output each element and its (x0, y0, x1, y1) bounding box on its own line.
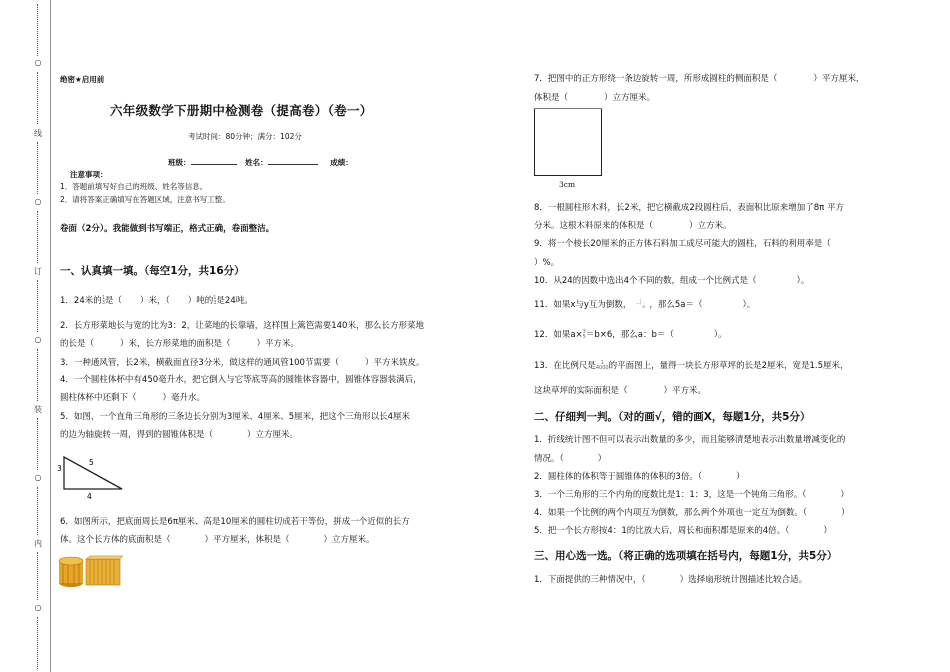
binding-circle: ○ (34, 335, 42, 344)
margin-rule (50, 0, 51, 672)
binding-circle: ○ (34, 197, 42, 206)
right-triangle-figure (55, 453, 130, 501)
secret-mark: 绝密★启用前 (60, 75, 105, 84)
binding-dotted-line (37, 72, 39, 124)
judge-3[interactable]: 3．一个三角形的三个内角的度数比是1：1：3，这是一个钝角三角形。（ ） (534, 490, 849, 500)
fraction: 1 3 (213, 294, 217, 306)
binding-circle: ○ (34, 603, 42, 612)
question-3: 3．一种通风管，长2米，横截面直径3分米，做这样的通风管100节需要（ ）平方米铁皮。 (60, 358, 425, 368)
question-6-line2: 体。这个长方体的底面积是（ ）平方厘米，体积是（ ）立方厘米。 (60, 535, 375, 545)
notes-title: 注意事项： (70, 170, 108, 179)
cuboid-top (86, 556, 123, 559)
exam-info: 考试时间：80分钟；满分：102分 (188, 132, 302, 141)
question-6-line1: 6．如图所示，把底面周长是6π厘米、高是10厘米的圆柱切成若干等份，拼成一个近似的长方 (60, 517, 410, 527)
binding-char-nei: 内 (34, 539, 42, 548)
question-5-line1: 5．如图，一个直角三角形的三条边长分别为3厘米、4厘米、5厘米，把这个三角形以长4厘米 (60, 412, 411, 422)
binding-margin (33, 0, 43, 672)
question-8-line2: 分米。这根木料原来的体积是（ ）立方米。 (534, 221, 732, 231)
info-line (168, 156, 353, 168)
section3-title: 三、用心选一选。（将正确的选项填在括号内，每题1分，共5分） (534, 550, 838, 562)
judge-1-line2[interactable]: 情况。（ ） (534, 454, 607, 464)
fraction: 3 5 (582, 328, 586, 340)
name-label: 姓名： (245, 158, 268, 167)
judge-1-line1: 1．折线统计图不但可以表示出数量的多少，而且能够清楚地表示出数量增减变化的 (534, 435, 846, 445)
question-7-line1: 7．把图中的正方形绕一条边旋转一周，所形成圆柱的侧面积是（ ）平方厘米， (534, 74, 865, 84)
name-field[interactable] (268, 156, 318, 165)
section2-title: 二、仔细判一判。（对的画√，错的画X，每题1分，共5分） (534, 411, 811, 423)
binding-dotted-line (37, 4, 39, 56)
binding-dotted-line (37, 487, 39, 535)
cylinder-cut-figure (57, 553, 123, 589)
fraction-expression: | ⌒ a (635, 298, 646, 310)
question-10: 10．从24的因数中选出4个不同的数，组成一个比例式是（ ）。 (534, 276, 810, 286)
binding-dotted-line (37, 211, 39, 263)
section1-title: 一、认真填一填。（每空1分，共16分） (60, 265, 245, 277)
neatness-line: 卷面（2分）。我能做到书写端正，格式正确，卷面整洁。 (60, 224, 275, 234)
question-12: 12．如果a×3 5＝b×6，那么a：b＝（ ）。 (534, 328, 727, 340)
binding-char-ding: 订 (34, 267, 42, 276)
binding-dotted-line (37, 552, 39, 600)
question-2-line2: 的长是（ ）米，长方形菜地的面积是（ ）平方米。 (60, 339, 300, 349)
note-item: 2．请将答案正确填写在答题区域，注意书写工整。 (60, 195, 230, 204)
note-item: 1．答题前填写好自己的班级、姓名等信息。 (60, 182, 208, 191)
question-4-line1: 4．一个圆柱体杯中有450毫升水，把它倒入与它等底等高的圆锥体容器中，圆锥体容器装满后， (60, 375, 422, 385)
question-9-line2: ）%。 (534, 258, 560, 268)
triangle-side-b: 5 (89, 458, 94, 467)
question-9-line1: 9．将一个棱长20厘米的正方体石料加工成尽可能大的圆柱，石料的利用率是（ (534, 239, 831, 249)
fraction: 1 3 (101, 294, 105, 306)
binding-dotted-line (37, 617, 39, 669)
question-11: 11．如果x与y互为倒数， | ⌒ a ，那么5a＝（ ）。 (534, 298, 756, 310)
binding-circle: ○ (34, 473, 42, 482)
question-13-line2: 这块草坪的实际面积是（ ）平方米。 (534, 386, 707, 396)
question-5-line2: 的边为轴旋转一周，得到的圆锥体积是（ ）立方厘米。 (60, 430, 299, 440)
judge-2[interactable]: 2．圆柱体的体积等于圆锥体的体积的3倍。（ ） (534, 472, 745, 482)
class-field[interactable] (191, 156, 237, 165)
triangle-side-c: 4 (87, 492, 92, 501)
class-label: 班级： (168, 158, 191, 167)
binding-char-xian: 线 (34, 129, 42, 138)
cylinder-top (59, 557, 83, 565)
binding-dotted-line (37, 349, 39, 401)
choice-1[interactable]: 1．下面提供的三种情况中，（ ）选择扇形统计图描述比较合适。 (534, 575, 808, 585)
binding-circle: ○ (34, 58, 42, 67)
binding-char-zhuang: 装 (34, 405, 42, 414)
binding-dotted-line (37, 280, 39, 332)
fraction: 1 4000 (595, 359, 609, 371)
square-side-label: 3cm (559, 180, 576, 189)
cuboid-body (86, 559, 120, 585)
score-label: 成绩： (330, 158, 353, 167)
square-top-edge (534, 108, 602, 109)
question-8-line1: 8．一根圆柱形木料，长2米，把它横截成2段圆柱后，表面积比原来增加了8π 平方 (534, 203, 844, 213)
question-4-line2: 圆柱体杯中还剩下（ ）毫升水。 (60, 393, 206, 403)
page-title: 六年级数学下册期中检测卷（提高卷）（卷一） (110, 103, 373, 118)
binding-dotted-line (37, 142, 39, 194)
square-figure (534, 108, 602, 176)
question-13-line1: 13．在比例尺是 1 4000的平面图上，量得一块长方形草坪的长是2厘米，宽是1.5厘米， (534, 359, 849, 371)
binding-dotted-line (37, 418, 39, 470)
triangle-side-a: 3 (57, 464, 62, 473)
question-7-line2: 体积是（ ）立方厘米。 (534, 93, 656, 103)
question-1: 1．24米的1 3是（ ）米，（ ）吨的1 3是24吨。 (60, 294, 253, 306)
judge-4[interactable]: 4．如果一个比例的两个内项互为倒数，那么两个外项也一定互为倒数。（ ） (534, 508, 850, 518)
judge-5[interactable]: 5．把一个长方形按4：1的比放大后，周长和面积都是原来的4倍。（ ） (534, 526, 832, 536)
question-2-line1: 2．长方形菜地长与宽的比为3：2，让菜地的长靠墙，这样围上篱笆需要140米，那么长方形菜地 (60, 321, 424, 331)
